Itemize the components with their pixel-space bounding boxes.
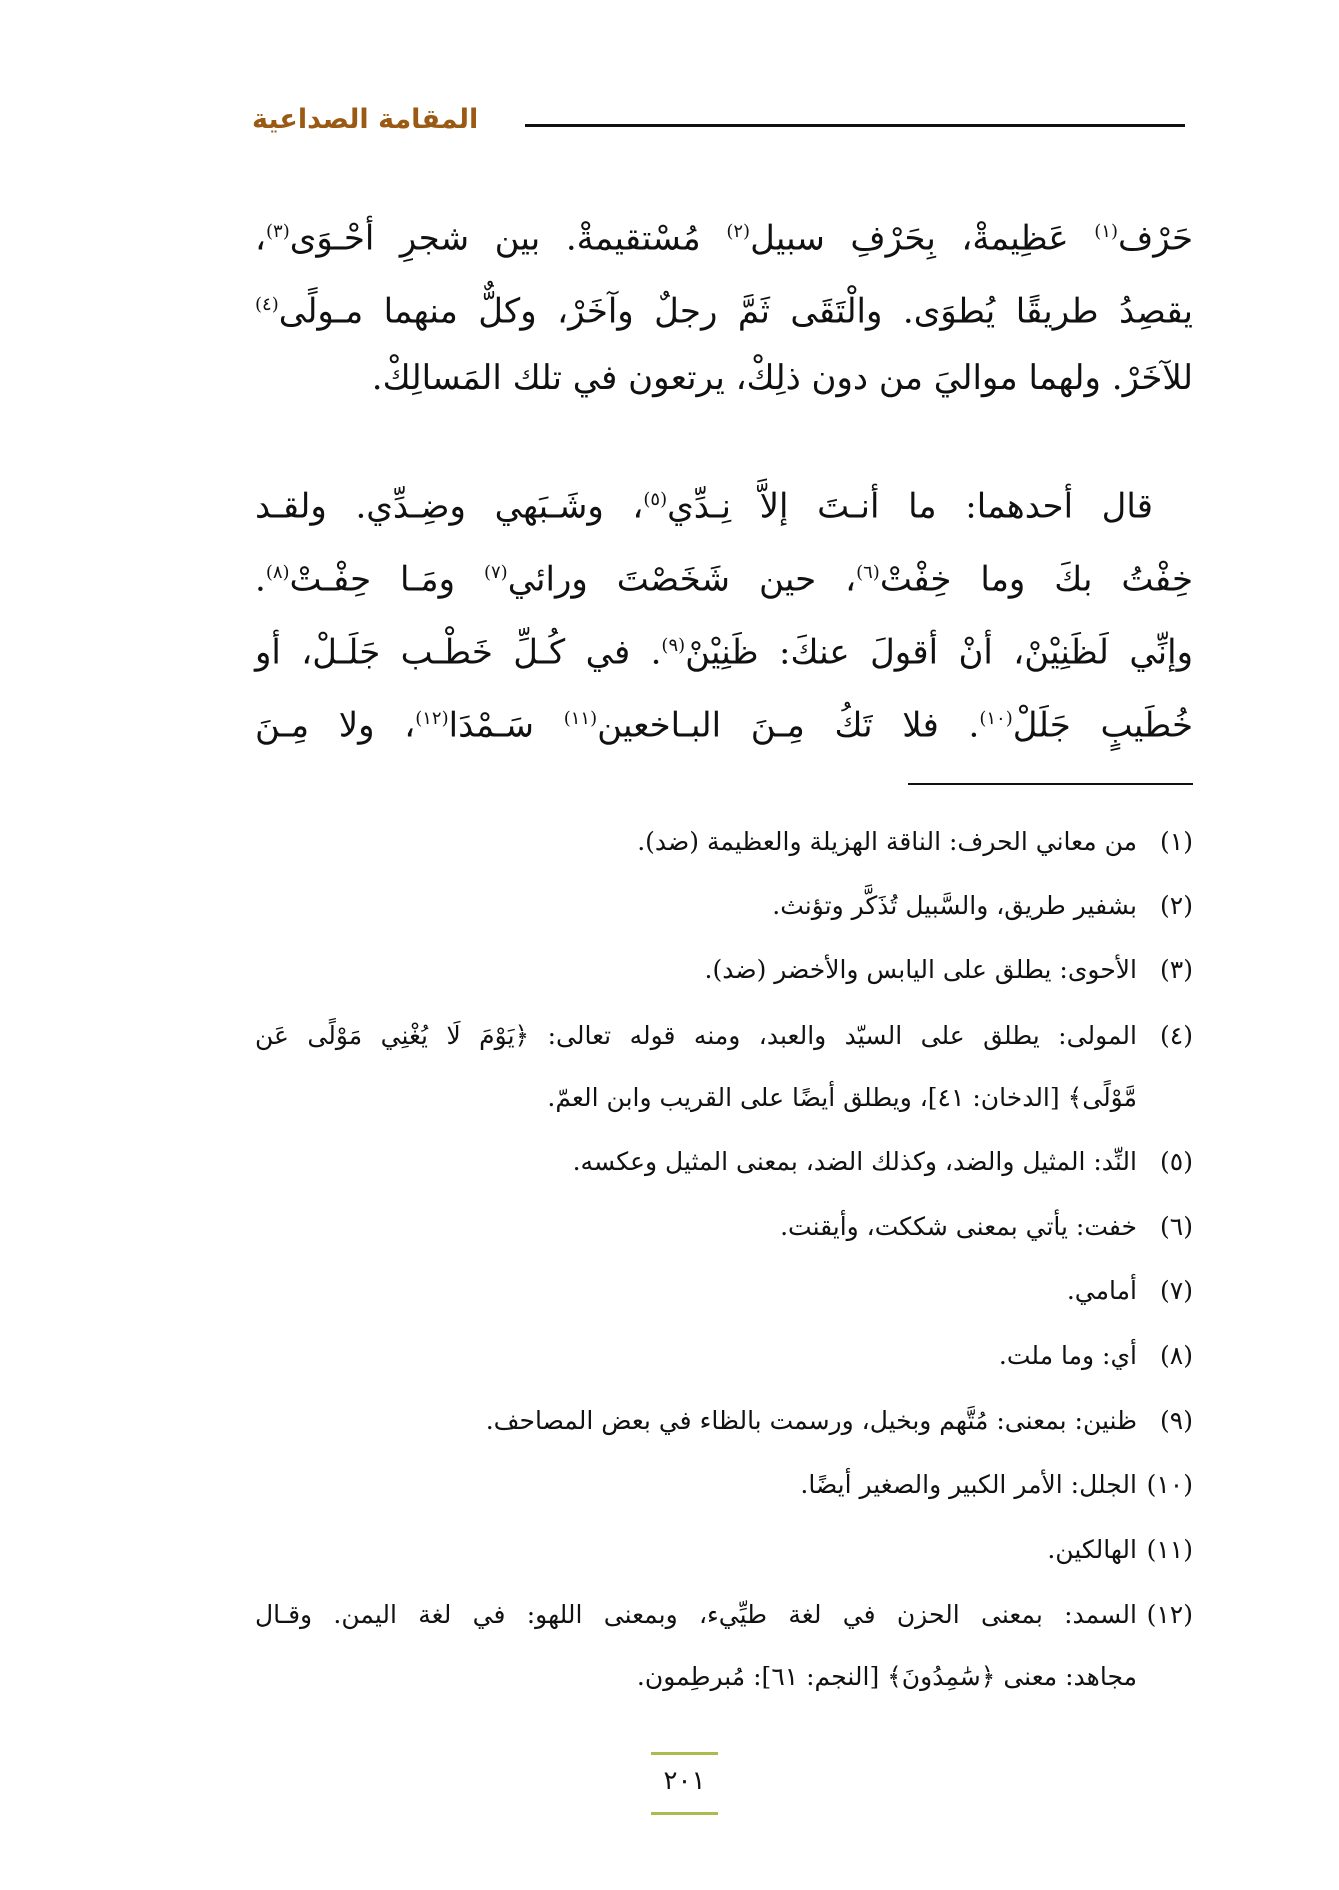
footnote <box>255 1209 1193 1245</box>
text-line <box>255 478 1193 528</box>
footnote <box>255 952 1193 988</box>
footnote-text: أمامي. <box>1066 1276 1137 1305</box>
header-rule <box>525 124 1185 127</box>
page-number-rule-bottom <box>651 1812 718 1815</box>
text-line <box>255 283 1193 333</box>
footnote-text: ظنين: بمعنى: مُتَّهم وبخيل، ورسمت بالظاء في بعض المصاحف. <box>485 1406 1137 1435</box>
footnote-ref: (٩) <box>661 635 686 656</box>
footnote-ref: (٦) <box>856 562 880 583</box>
footnote <box>255 1532 1193 1568</box>
footnote-ref: (٧) <box>483 562 508 583</box>
footnote-text: النِّد: المثيل والضد، وكذلك الضد، بمعنى المثيل وعكسه. <box>572 1147 1137 1176</box>
footnote-text: السمد: بمعنى الحزن في لغة طيِّيء، وبمعنى اللهو: في لغة اليمن. وقـال <box>255 1600 1137 1629</box>
footnote-number: (٥) <box>1160 1147 1193 1176</box>
text-line <box>255 697 1193 747</box>
footnote-text: الهالكين. <box>1047 1535 1137 1564</box>
footnote-ref: (١) <box>1094 221 1118 242</box>
footnote <box>255 824 1193 860</box>
footnote-text: أي: وما ملت. <box>998 1341 1137 1370</box>
footnote-number: (٧) <box>1160 1276 1193 1305</box>
footnote-number: (٩) <box>1160 1406 1193 1435</box>
footnote-ref: (٨) <box>265 562 290 583</box>
footnote-number: (١١) <box>1146 1535 1193 1564</box>
footnote-continuation: مجاهد: معنى ﴿سَٰمِدُونَ﴾ [النجم: ٦١]: مُبرطِمون. <box>636 1662 1137 1691</box>
footnote-number: (٦) <box>1160 1212 1193 1241</box>
footnote-ref: (٤) <box>255 294 279 315</box>
text-run: . <box>255 559 266 600</box>
text-run: ومَـا حِفْـتْ <box>289 559 484 600</box>
footnote <box>255 888 1193 924</box>
footnote-text: المولى: يطلق على السيّد والعبد، ومنه قوله تعالى: ﴿يَوْمَ لَا يُغْنِي مَوْلًى عَن <box>255 1021 1137 1050</box>
footnote-number: (٣) <box>1160 955 1193 984</box>
footnote-text: خفت: يأتي بمعنى شككت، وأيقنت. <box>780 1212 1137 1241</box>
text-run: خِفْتُ بكَ وما خِفْتْ <box>879 559 1193 600</box>
text-run: قال أحدهما: ما أنـتَ إلاَّ نِـدِّي <box>667 486 1153 527</box>
footnote-number: (١٢) <box>1146 1600 1193 1629</box>
text-line <box>255 210 1193 260</box>
footnote <box>255 1144 1193 1180</box>
footnote <box>255 1597 1193 1633</box>
text-run: ، ولا مِـنَ <box>255 705 416 746</box>
footnote <box>255 1403 1193 1439</box>
text-run: سَـمْدَا <box>448 705 564 746</box>
footnote-ref: (١١) <box>563 708 598 729</box>
text-line <box>255 551 1193 601</box>
footnote-number: (١) <box>1160 827 1193 856</box>
text-run: ، <box>255 218 266 259</box>
footnote-ref: (٣) <box>265 221 290 242</box>
footnote-text: الجلل: الأمر الكبير والصغير أيضًا. <box>800 1470 1137 1499</box>
text-line <box>255 356 1193 400</box>
footnote-ref: (٥) <box>643 489 668 510</box>
footnote <box>255 1338 1193 1374</box>
text-run: خُطَيبٍ جَلَلْ <box>1012 705 1194 746</box>
page-number-rule-top <box>651 1752 718 1755</box>
footnote <box>255 1018 1193 1054</box>
footnote-continuation: مَّوْلًى﴾ [الدخان: ٤١]، ويطلق أيضًا على القريب وابن العمّ. <box>547 1083 1137 1112</box>
footnote-number: (١٠) <box>1146 1470 1193 1499</box>
text-run: . فلا تَكُ مِـنَ البـاخعين <box>597 705 980 746</box>
footnote <box>255 1273 1193 1309</box>
footnote-ref: (١٢) <box>415 708 449 729</box>
text-run: يقصِدُ طريقًا يُطوَى. والْتَقَى ثَمَّ رجلٌ وآخَرْ، وكلٌّ منهما مـولًى <box>278 291 1193 332</box>
footnote-number: (٢) <box>1160 891 1193 920</box>
text-run: حَرْف <box>1117 218 1194 259</box>
text-run: عَظِيمةْ، بِحَرْفِ سبيل <box>750 218 1095 259</box>
text-run: مُسْتقيمةْ. بين شجرِ أحْـوَى <box>289 218 727 259</box>
text-run: وإنِّي لَظَنِيْنْ، أنْ أقولَ عنكَ: ظَنِيْنْ <box>685 632 1193 673</box>
footnote-text: الأحوى: يطلق على اليابس والأخضر (ضد). <box>704 955 1137 984</box>
footnote-text: بشفير طريق، والسَّبيل تُذَكَّر وتؤنث. <box>772 891 1137 920</box>
page-number: ٢٠١ <box>663 1766 706 1796</box>
text-line <box>255 624 1193 674</box>
text-run: . في كُـلِّ خَطْـب جَلَـلْ، أو <box>255 632 662 673</box>
footnote-text: من معاني الحرف: الناقة الهزيلة والعظيمة (ضد). <box>637 827 1137 856</box>
footnote-number: (٤) <box>1160 1021 1193 1050</box>
footnote-ref: (٢) <box>726 221 751 242</box>
footnote-number: (٨) <box>1160 1341 1193 1370</box>
footnote <box>255 1467 1193 1503</box>
footnote-ref: (١٠) <box>979 708 1013 729</box>
text-run: ، وشَـبَهي وضِـدِّي. ولقـد <box>255 486 644 527</box>
text-run: ، حين شَخَصْتَ ورائي <box>507 559 857 600</box>
footnote-separator <box>908 783 1193 785</box>
running-header-title: المقامة الصداعية <box>252 104 479 135</box>
text-run: للآخَرْ. ولهما مواليَ من دون ذلِكْ، يرتعون في تلك المَسالِكْ. <box>371 358 1193 398</box>
